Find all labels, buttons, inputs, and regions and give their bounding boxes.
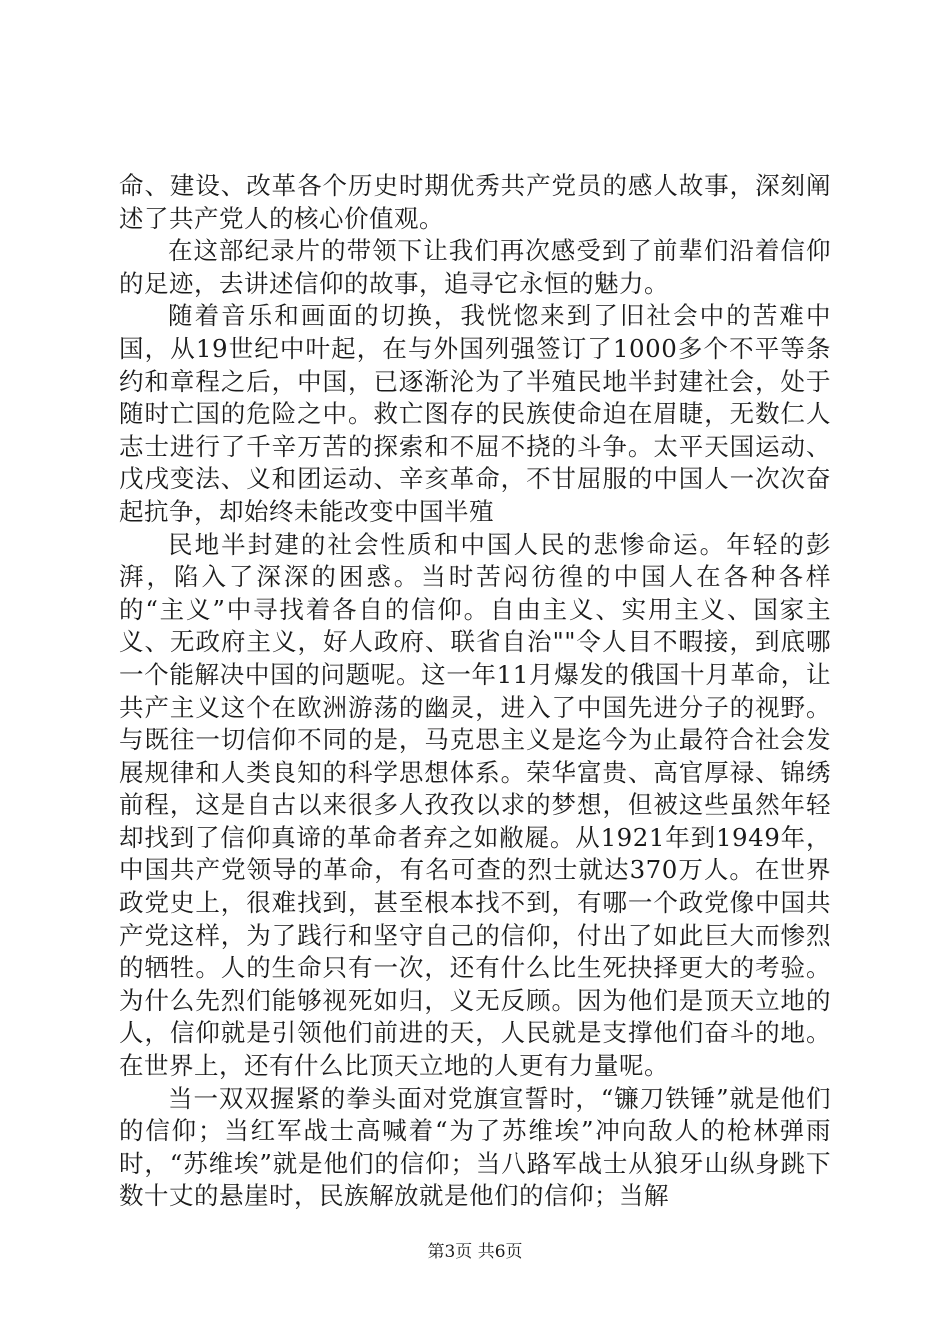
paragraph-3: 随着音乐和画面的切换，我恍惚来到了旧社会中的苦难中国，从19世纪中叶起，在与外国列强签订了1000多个不平等条约和章程之后，中国，已逐渐沦为了半殖民地半封建社会，处于随时亡国的危险之中。救亡图存的民族使命迫在眉睫，无数仁人志士进行了千辛万苦的探索和不屈不挠的斗争。太平天国运动、戊戌变法、义和团运动、辛亥革命，不甘屈服的中国人一次次奋起抗争，却始终未能改变中国半殖 [119, 301, 831, 526]
document-body [119, 170, 831, 1213]
paragraph-5: 当一双双握紧的拳头面对党旗宣誓时，“镰刀铁锤”就是他们的信仰；当红军战士高喊着“为了苏维埃”冲向敌人的枪林弹雨时，“苏维埃”就是他们的信仰；当八路军战士从狼牙山纵身跳下数十丈的悬崖时，民族解放就是他们的信仰；当解 [119, 1083, 831, 1211]
paragraph-4: 民地半封建的社会性质和中国人民的悲惨命运。年轻的彭湃，陷入了深深的困惑。当时苦闷彷徨的中国人在各种各样的“主义”中寻找着各自的信仰。自由主义、实用主义、国家主义、无政府主义，好人政府、联省自治""令人目不暇接，到底哪一个能解决中国的问题呢。这一年11月爆发的俄国十月革命，让共产主义这个在欧洲游荡的幽灵，进入了中国先进分子的视野。与既往一切信仰不同的是，马克思主义是迄今为止最符合社会发展规律和人类良知的科学思想体系。荣华富贵、高官厚禄、锦绣前程，这是自古以来很多人孜孜以求的梦想，但被这些虽然年轻却找到了信仰真谛的革命者弃之如敝屣。从1921年到1949年，中国共产党领导的革命，有名可查的烈士就达370万人。在世界政党史上，很难找到，甚至根本找不到，有哪一个政党像中国共产党这样，为了践行和坚守自己的信仰，付出了如此巨大而惨烈的牺牲。人的生命只有一次，还有什么比生死抉择更大的考验。为什么先烈们能够视死如归，义无反顾。因为他们是顶天立地的人，信仰就是引领他们前进的天，人民就是支撑他们奋斗的地。在世界上，还有什么比顶天立地的人更有力量呢。 [119, 529, 831, 1081]
paragraph-1: 命、建设、改革各个历史时期优秀共产党员的感人故事，深刻阐述了共产党人的核心价值观。 [119, 171, 831, 233]
page-footer: 第3页 共6页 [427, 1242, 523, 1262]
paragraph-2: 在这部纪录片的带领下让我们再次感受到了前辈们沿着信仰的足迹，去讲述信仰的故事，追寻它永恒的魅力。 [119, 236, 831, 298]
